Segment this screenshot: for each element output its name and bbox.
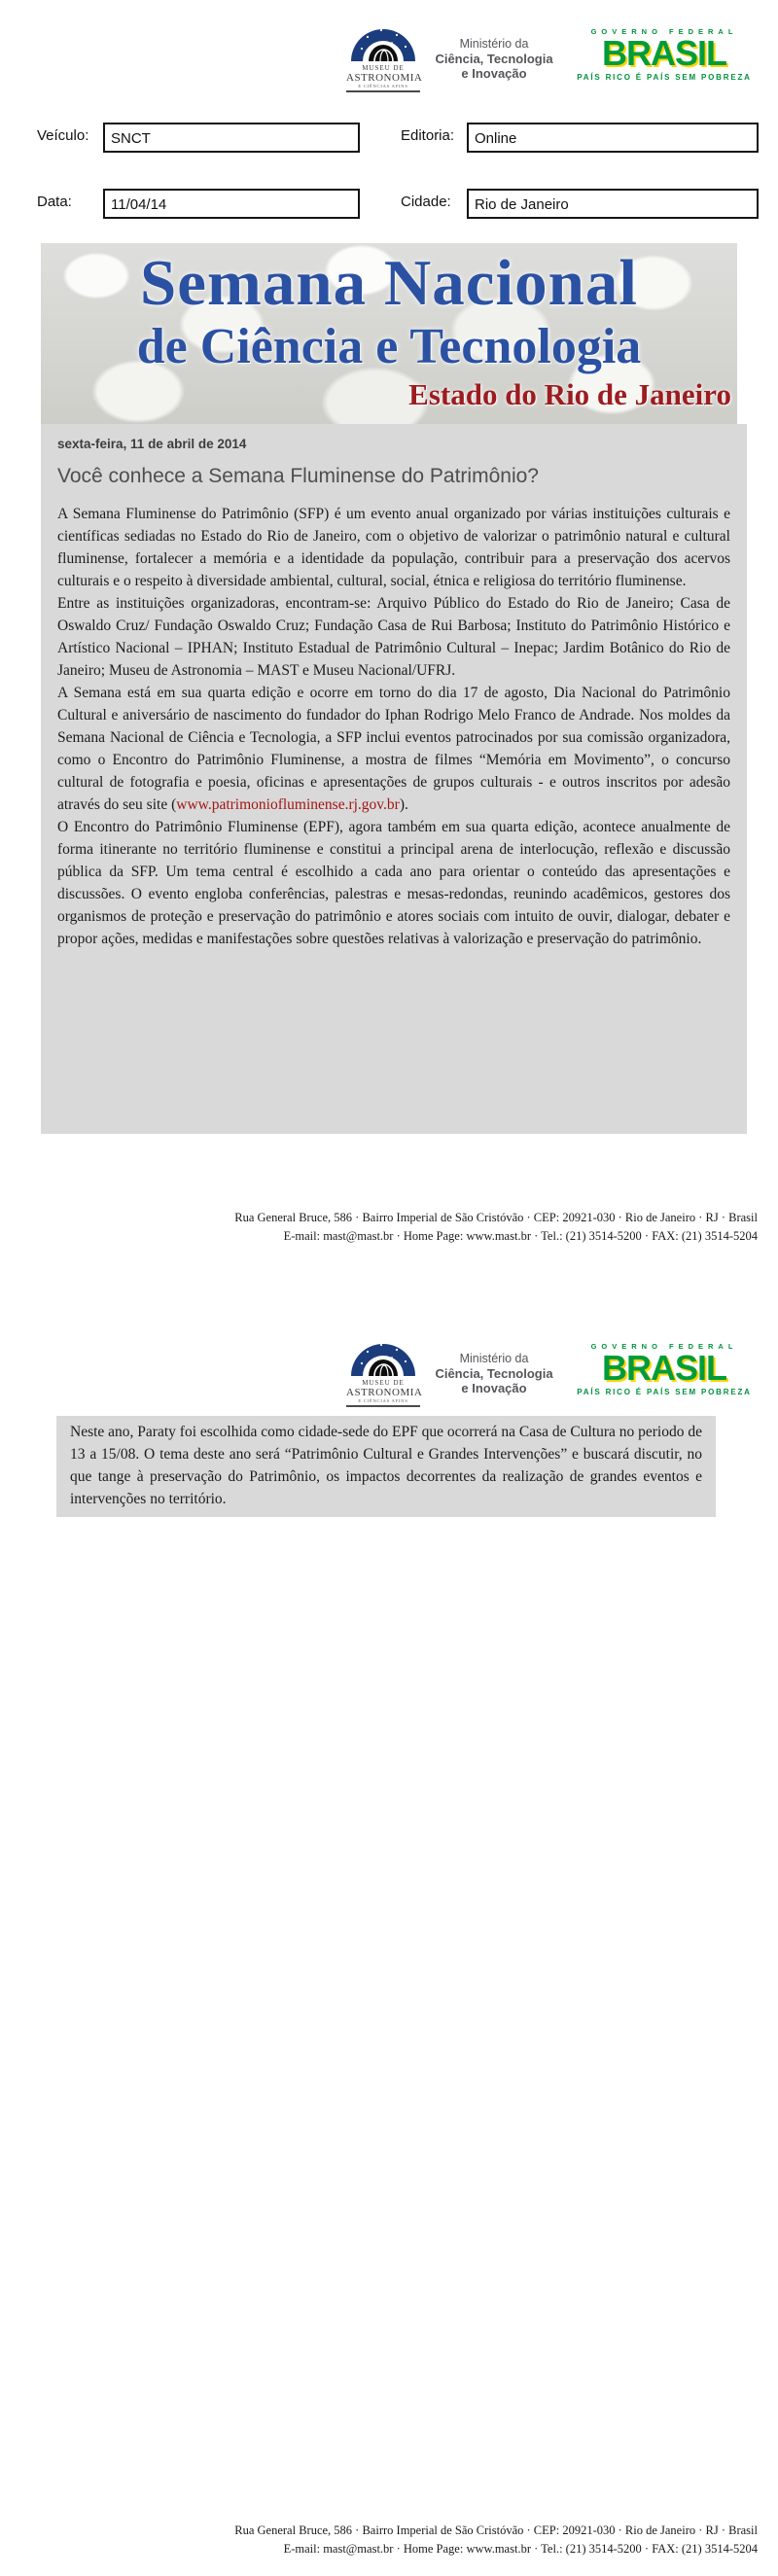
veiculo-input[interactable] [103, 123, 360, 153]
cidade-input[interactable] [467, 189, 759, 219]
patrimonio-fluminense-link[interactable]: www.patrimoniofluminense.rj.gov.br [176, 796, 400, 813]
article-block-page2 [56, 1416, 716, 1517]
mast-logo-page2 [346, 1332, 423, 1407]
mcti-logo-line2: Ciência, Tecnologia [435, 1366, 553, 1381]
brasil-wordmark: BRASIL [602, 33, 726, 73]
article-paragraph-3 [57, 682, 730, 816]
mcti-logo-page2 [434, 1352, 554, 1395]
mast-logo-text-line1: MUSEU DE [362, 1379, 405, 1387]
brasil-government-logo-page2 [572, 1342, 757, 1396]
article-block [41, 424, 747, 1134]
mast-logo-text-line2: ASTRONOMIA [346, 1387, 423, 1398]
mcti-logo-line1: Ministério da [459, 1352, 529, 1365]
mcti-logo-line3: e Inovação [461, 1381, 527, 1395]
editoria-label: Editoria: [401, 127, 455, 144]
brasil-government-logo [572, 27, 757, 82]
mcti-logo-line3: e Inovação [461, 66, 527, 81]
mcti-logo [434, 37, 554, 81]
governo-federal-label: GOVERNO FEDERAL [590, 1342, 738, 1351]
mcti-logo-line2: Ciência, Tecnologia [435, 52, 553, 66]
footer-address-line: Rua General Bruce, 586 · Bairro Imperial de São Cristóvão · CEP: 20921-030 · Rio de Janeiro · RJ · Brasil [234, 1211, 758, 1224]
article-page2-paragraph: Neste ano, Paraty foi escolhida como cidade-sede do EPF que ocorrerá na Casa de Cultura no periodo de 13 a 15/08. O tema deste ano será “Patrimônio Cultural e Grandes Intervenções” e buscará discutir, no que tange à preservação do Patrimônio, os impactos decorrentes da realização de grandes eventos e intervenções no território. [70, 1424, 702, 1507]
editoria-input[interactable] [467, 123, 759, 153]
event-banner [41, 243, 737, 424]
data-input[interactable] [103, 189, 360, 219]
footer-page1 [57, 1209, 758, 1246]
paragraph-3-text: A Semana está em sua quarta edição e ocorre em torno do dia 17 de agosto, Dia Nacional do Patrimônio Cultural e aniversário de nascimento do fundador do Iphan Rodrigo Melo Franco de Andrade. Nos moldes da Semana Nacional de Ciência e Tecnologia, a SFP inclui eventos patrocinados por sua comissão organizadora, como o Encontro do Patrimônio Fluminense, a mostra de filmes “Memória em Movimento”, o concurso cultural de fotografia e poesia, oficinas e apresentações de grupos culturais - e outros inscritos por adesão através do seu site ( [57, 685, 730, 813]
mast-logo-text-line3: E CIÊNCIAS AFINS [346, 84, 420, 92]
mast-logo-text-line1: MUSEU DE [362, 64, 405, 72]
banner-title-line2: de Ciência e Tecnologia [136, 319, 642, 374]
article-body [57, 503, 730, 950]
footer-contact-line: E-mail: mast@mast.br · Home Page: www.mast.br · Tel.: (21) 3514-5200 · FAX: (21) 3514-5204 [283, 2542, 758, 2556]
paragraph-3-closing: ). [399, 796, 408, 813]
brasil-wordmark: BRASIL [602, 1348, 726, 1388]
banner-subtitle: Estado do Rio de Janeiro [408, 377, 731, 411]
mast-logo-text-line3: E CIÊNCIAS AFINS [346, 1398, 420, 1407]
mcti-logo-line1: Ministério da [459, 37, 529, 51]
article-headline: Você conhece a Semana Fluminense do Patrimônio? [57, 465, 539, 487]
veiculo-label: Veículo: [37, 127, 89, 144]
observatory-dome-icon [348, 1332, 418, 1377]
article-paragraph-4: O Encontro do Patrimônio Fluminense (EPF), agora também em sua quarta edição, acontece anualmente de forma itinerante no território fluminense e constitui a principal arena de interlocução, reflexão e discussão pública da SFP. Um tema central é escolhido a cada ano para orientar o conteúdo das apresentações e discussões. O evento engloba conferências, palestras e mesas-redondas, reunindo acadêmicos, gestores dos organismos de proteção e preservação do patrimônio e atores sociais com intuito de ouvir, dialogar, debater e propor ações, medidas e manifestações sobre questões relativas à valorização e preservação do patrimônio. [57, 819, 730, 947]
banner-title-line1: Semana Nacional [140, 247, 638, 319]
footer-page2 [57, 2522, 758, 2558]
brasil-tagline: PAÍS RICO É PAÍS SEM POBREZA [577, 1388, 752, 1396]
observatory-dome-icon [348, 18, 418, 62]
data-label: Data: [37, 194, 72, 210]
brasil-tagline: PAÍS RICO É PAÍS SEM POBREZA [577, 73, 752, 82]
mast-logo-text-line2: ASTRONOMIA [346, 72, 423, 84]
governo-federal-label: GOVERNO FEDERAL [590, 27, 738, 36]
article-paragraph-1: A Semana Fluminense do Patrimônio (SFP) é um evento anual organizado por várias instituições culturais e científicas sediadas no Estado do Rio de Janeiro, com o objetivo de valorizar o patrimônio natural e cultural fluminense, fortalecer a memória e a identidade da população, contribuir para a preservação dos acervos culturais e o respeito à diversidade ambiental, cultural, social, étnica e religiosa do território fluminense. [57, 506, 730, 589]
footer-contact-line: E-mail: mast@mast.br · Home Page: www.mast.br · Tel.: (21) 3514-5200 · FAX: (21) 3514-5204 [283, 1229, 758, 1243]
mast-logo [346, 18, 423, 92]
article-dateline: sexta-feira, 11 de abril de 2014 [57, 437, 247, 451]
footer-address-line: Rua General Bruce, 586 · Bairro Imperial de São Cristóvão · CEP: 20921-030 · Rio de Janeiro · RJ · Brasil [234, 2523, 758, 2537]
article-paragraph-2: Entre as instituições organizadoras, encontram-se: Arquivo Público do Estado do Rio de Janeiro; Casa de Oswaldo Cruz/ Fundação Oswaldo Cruz; Fundação Casa de Rui Barbosa; Instituto do Patrimônio Histórico e Artístico Nacional – IPHAN; Instituto Estadual de Patrimônio Cultural – Inepac; Jardim Botânico do Rio de Janeiro; Museu de Astronomia – MAST e Museu Nacional/UFRJ. [57, 595, 730, 679]
cidade-label: Cidade: [401, 194, 451, 210]
